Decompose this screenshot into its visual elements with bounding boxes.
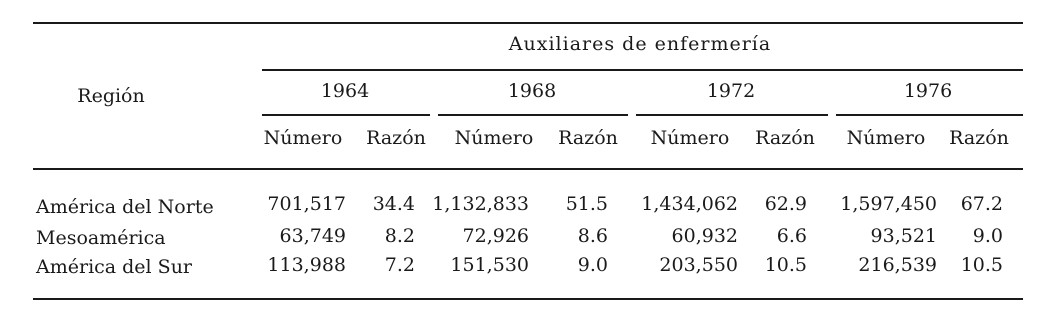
number-cell: 203,550 xyxy=(659,254,738,276)
year-1964-rule xyxy=(262,114,430,116)
number-cell: 151,530 xyxy=(450,254,529,276)
number-header: Número xyxy=(454,127,534,149)
number-cell: 113,988 xyxy=(267,254,346,276)
region-cell: Mesoamérica xyxy=(36,227,166,249)
ratio-cell: 8.2 xyxy=(384,225,415,247)
year-header-1968: 1968 xyxy=(507,80,557,102)
number-cell: 701,517 xyxy=(267,193,346,215)
number-cell: 1,132,833 xyxy=(432,193,529,215)
ratio-header: Razón xyxy=(366,127,426,149)
ratio-cell: 9.0 xyxy=(577,254,608,276)
top-rule xyxy=(33,22,1023,24)
header-bottom-rule xyxy=(33,168,1023,170)
ratio-header: Razón xyxy=(755,127,815,149)
number-header: Número xyxy=(263,127,343,149)
year-1968-rule xyxy=(438,114,628,116)
number-cell: 72,926 xyxy=(462,225,529,247)
region-header: Región xyxy=(77,85,145,107)
number-header: Número xyxy=(846,127,926,149)
group-header: Auxiliares de enfermería xyxy=(508,33,772,55)
number-cell: 1,434,062 xyxy=(641,193,738,215)
number-cell: 93,521 xyxy=(870,225,937,247)
ratio-header: Razón xyxy=(558,127,618,149)
year-header-1972: 1972 xyxy=(706,80,756,102)
ratio-cell: 9.0 xyxy=(972,225,1003,247)
number-cell: 60,932 xyxy=(671,225,738,247)
ratio-header: Razón xyxy=(949,127,1009,149)
ratio-cell: 51.5 xyxy=(565,193,608,215)
year-1972-rule xyxy=(636,114,828,116)
number-cell: 63,749 xyxy=(279,225,346,247)
ratio-cell: 34.4 xyxy=(372,193,415,215)
region-cell: América del Sur xyxy=(36,256,193,278)
year-header-1976: 1976 xyxy=(903,80,953,102)
ratio-cell: 62.9 xyxy=(764,193,807,215)
ratio-cell: 10.5 xyxy=(960,254,1003,276)
ratio-cell: 67.2 xyxy=(960,193,1003,215)
year-1976-rule xyxy=(836,114,1023,116)
region-cell: América del Norte xyxy=(36,196,214,218)
ratio-cell: 7.2 xyxy=(384,254,415,276)
number-cell: 1,597,450 xyxy=(840,193,937,215)
ratio-cell: 8.6 xyxy=(577,225,608,247)
ratio-cell: 6.6 xyxy=(776,225,807,247)
bottom-rule xyxy=(33,298,1023,300)
number-header: Número xyxy=(650,127,730,149)
year-header-1964: 1964 xyxy=(320,80,370,102)
number-cell: 216,539 xyxy=(858,254,937,276)
group-header-rule xyxy=(262,69,1023,71)
ratio-cell: 10.5 xyxy=(764,254,807,276)
